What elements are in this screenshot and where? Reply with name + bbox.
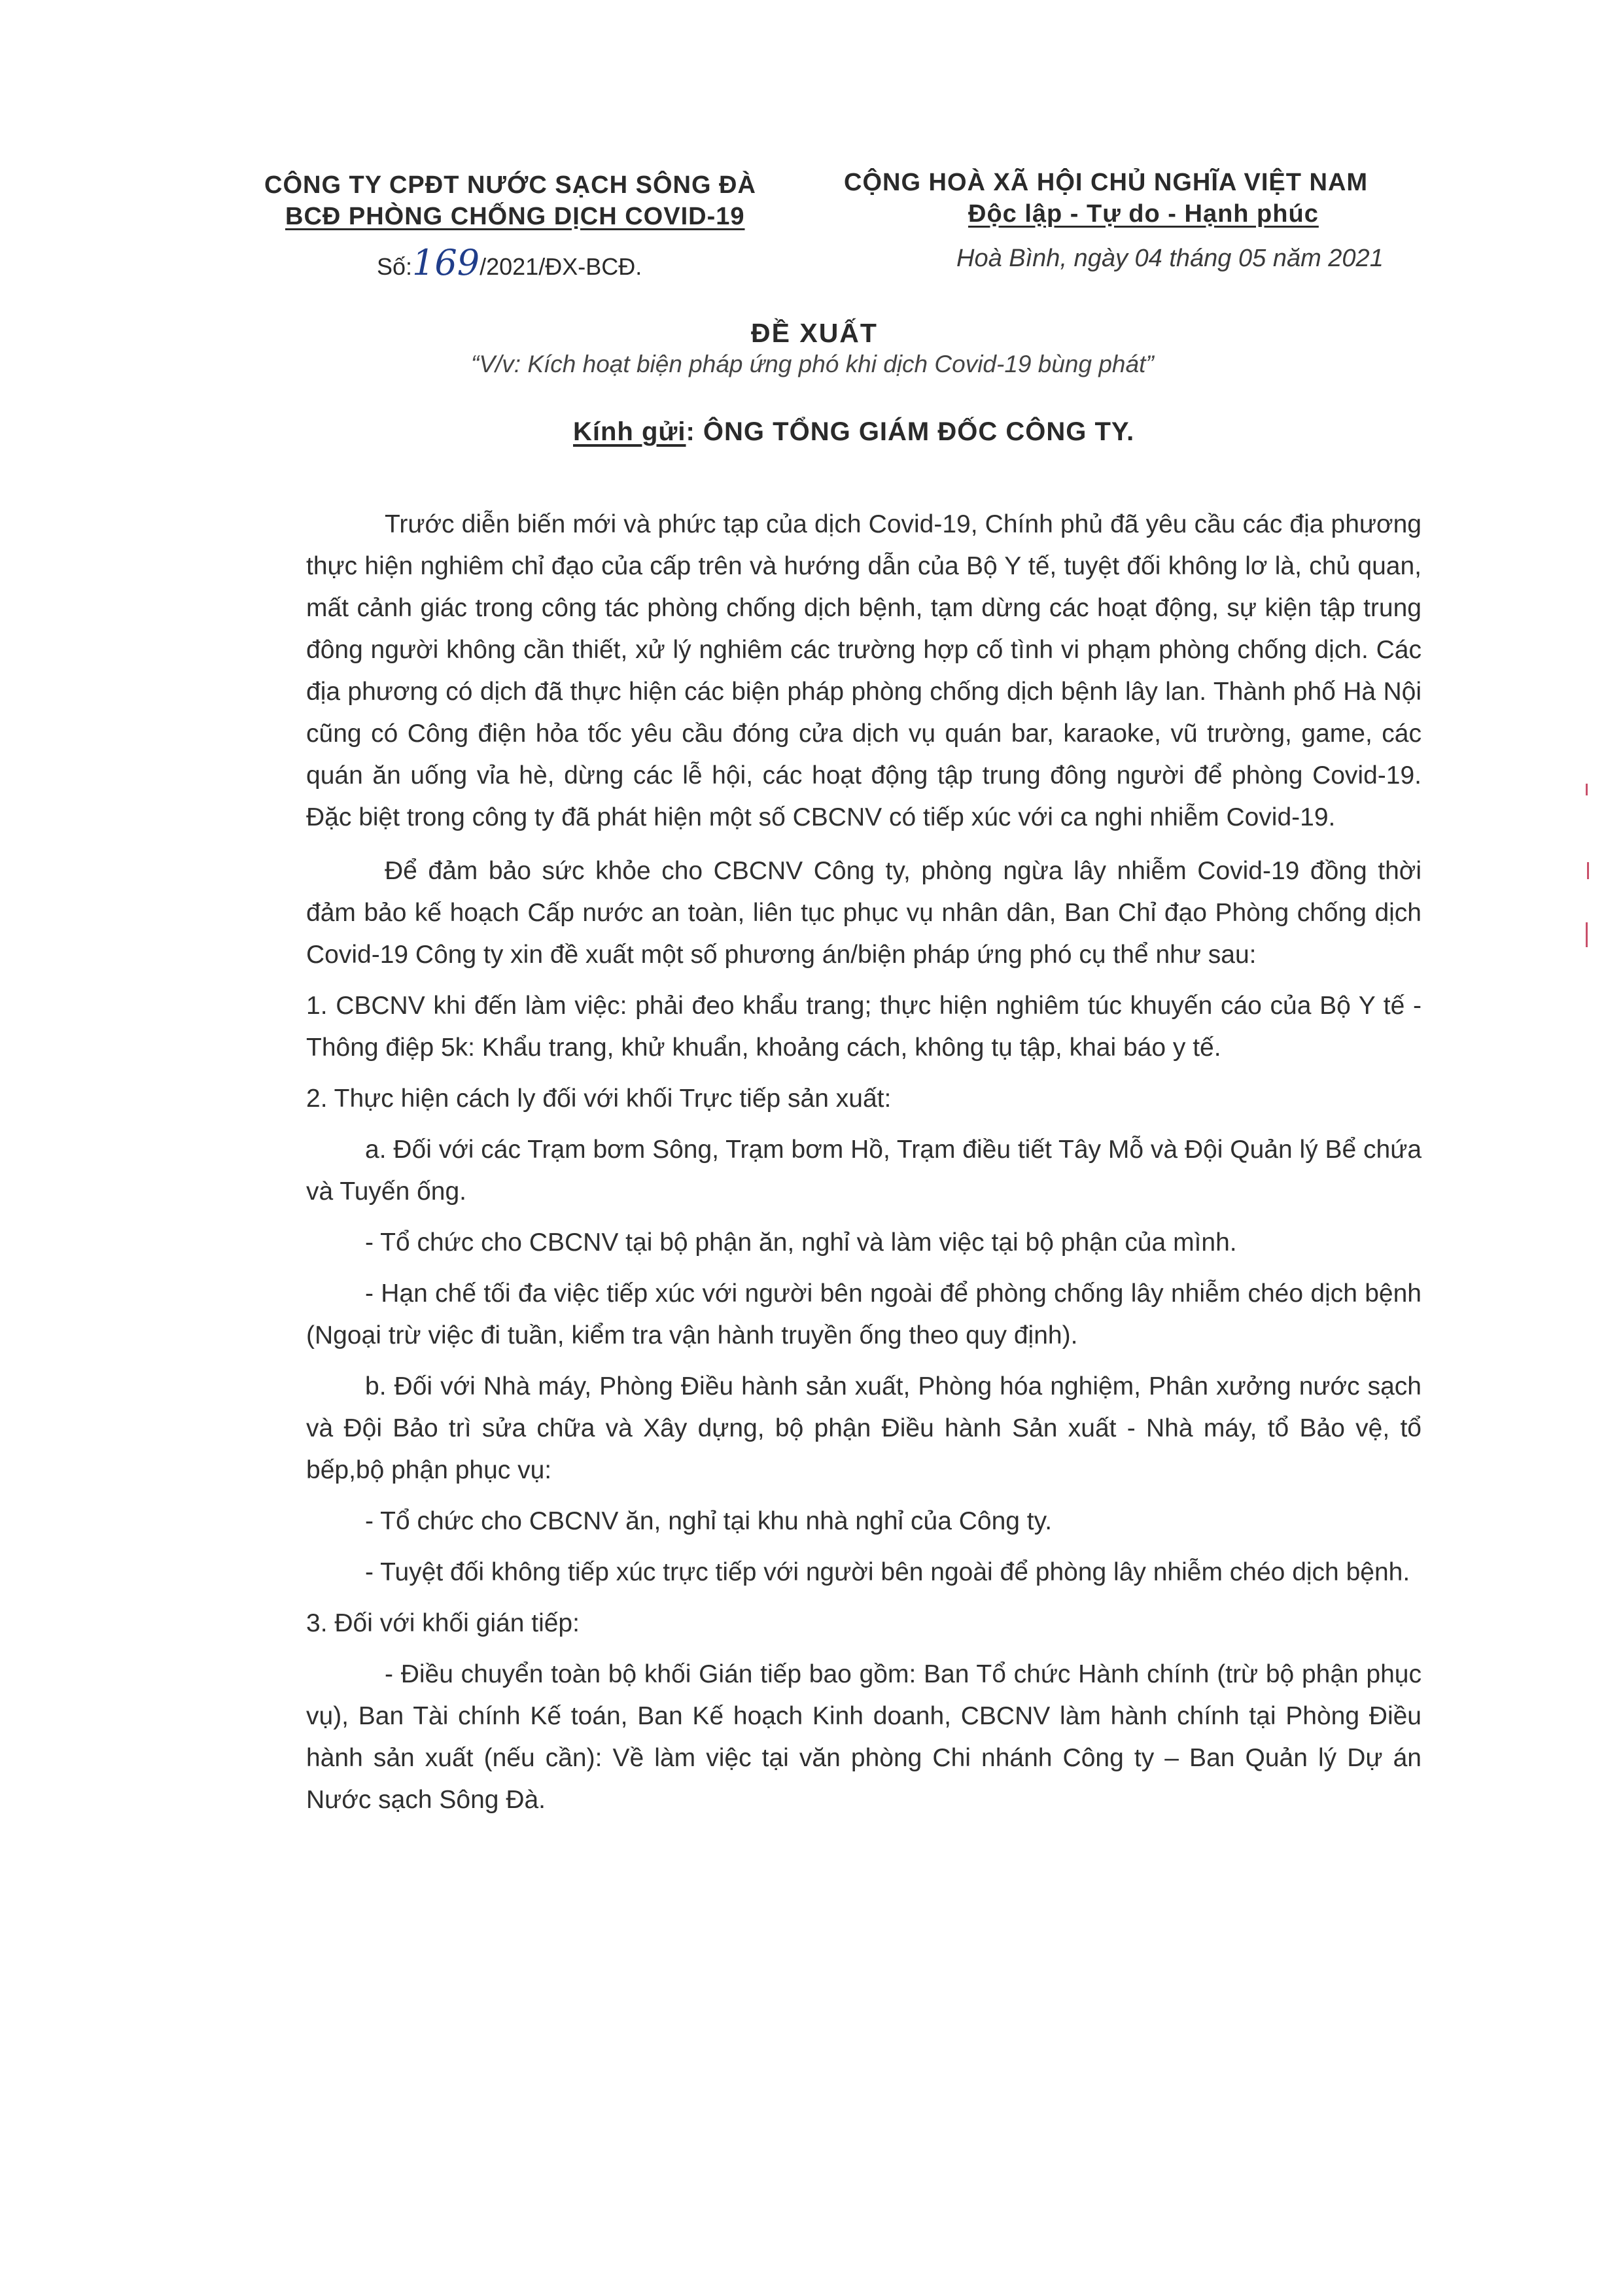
scan-edge-mark	[1587, 862, 1589, 879]
doc-number-handwritten: 169	[412, 242, 480, 283]
document-title: ĐỀ XUẤT	[751, 318, 878, 348]
item-2a-bullet-1: - Tổ chức cho CBCNV tại bộ phận ăn, nghỉ và làm việc tại bộ phận của mình.	[365, 1228, 1237, 1257]
recipient-label: Kính gửi	[573, 417, 686, 446]
national-motto: Độc lập - Tự do - Hạnh phúc	[968, 200, 1319, 228]
scan-edge-mark	[1586, 784, 1588, 795]
company-name: CÔNG TY CPĐT NƯỚC SẠCH SÔNG ĐÀ	[264, 171, 756, 199]
national-title: CỘNG HOÀ XÃ HỘI CHỦ NGHĨA VIỆT NAM	[844, 169, 1369, 196]
recipient-line	[573, 417, 1134, 447]
paragraph-intro: Trước diễn biến mới và phức tạp của dịch Covid-19, Chính phủ đã yêu cầu các địa phương thực hiện nghiêm chỉ đạo của cấp trên và hướng dẫn của Bộ Y tế, tuyệt đối không lơ là, chủ quan, mất cảnh giác trong công tác phòng chống dịch bệnh, tạm dừng các hoạt động, sự kiện tập trung đông người không cần thiết, xử lý nghiêm các trường hợp cố tình vi phạm phòng chống dịch. Các địa phương có dịch đã thực hiện các biện pháp phòng chống dịch bệnh lây lan. Thành phố Hà Nội cũng có Công điện hỏa tốc yêu cầu đóng cửa dịch vụ quán bar, karaoke, vũ trường, game, các quán ăn uống vỉa hè, dừng các lễ hội, các hoạt động tập trung đông người để phòng Covid-19. Đặc biệt trong công ty đã phát hiện một số CBCNV có tiếp xúc với ca nghi nhiễm Covid-19.	[306, 510, 1422, 831]
committee-name: BCĐ PHÒNG CHỐNG DỊCH COVID-19	[285, 203, 745, 230]
paragraph-proposal: Để đảm bảo sức khỏe cho CBCNV Công ty, phòng ngừa lây nhiễm Covid-19 đồng thời đảm bảo kế hoạch Cấp nước an toàn, liên tục phục vụ nhân dân, Ban Chỉ đạo Phòng chống dịch Covid-19 Công ty xin đề xuất một số phương án/biện pháp ứng phó cụ thể như sau:	[306, 857, 1422, 969]
item-3: 3. Đối với khối gián tiếp:	[306, 1609, 580, 1637]
document-body	[306, 504, 1422, 1821]
recipient-text: : ÔNG TỔNG GIÁM ĐỐC CÔNG TY.	[686, 417, 1135, 446]
item-2: 2. Thực hiện cách ly đối với khối Trực tiếp sản xuất:	[306, 1085, 892, 1113]
item-1: 1. CBCNV khi đến làm việc: phải đeo khẩu trang; thực hiện nghiêm túc khuyến cáo của Bộ Y tế - Thông điệp 5k: Khẩu trang, khử khuẩn, khoảng cách, không tụ tập, khai báo y tế.	[306, 992, 1422, 1062]
item-2a: a. Đối với các Trạm bơm Sông, Trạm bơm Hồ, Trạm điều tiết Tây Mỗ và Đội Quản lý Bể chứa và Tuyến ống.	[306, 1136, 1422, 1206]
item-3-bullet-1: - Điều chuyển toàn bộ khối Gián tiếp bao gồm: Ban Tổ chức Hành chính (trừ bộ phận phục vụ), Ban Tài chính Kế toán, Ban Kế hoạch Kinh doanh, CBCNV làm hành chính tại Phòng Điều hành sản xuất (nếu cần): Về làm việc tại văn phòng Chi nhánh Công ty – Ban Quản lý Dự án Nước sạch Sông Đà.	[306, 1660, 1422, 1814]
item-2a-bullet-2: - Hạn chế tối đa việc tiếp xúc với người bên ngoài để phòng chống lây nhiễm chéo dịch bệnh (Ngoại trừ việc đi tuần, kiểm tra vận hành truyền ống theo quy định).	[306, 1279, 1422, 1349]
item-2b-bullet-2: - Tuyệt đối không tiếp xúc trực tiếp với người bên ngoài để phòng lây nhiễm chéo dịch bệnh.	[365, 1558, 1410, 1586]
doc-number-prefix: Số:	[377, 253, 413, 280]
item-2b: b. Đối với Nhà máy, Phòng Điều hành sản xuất, Phòng hóa nghiệm, Phân xưởng nước sạch và Đội Bảo trì sửa chữa và Xây dựng, bộ phận Điều hành Sản xuất - Nhà máy, tổ Bảo vệ, tổ bếp,bộ phận phục vụ:	[306, 1372, 1422, 1484]
item-2b-bullet-1: - Tổ chức cho CBCNV ăn, nghỉ tại khu nhà nghỉ của Công ty.	[365, 1507, 1053, 1535]
issue-date: Hoà Bình, ngày 04 tháng 05 năm 2021	[956, 245, 1384, 272]
doc-number-suffix: /2021/ĐX-BCĐ.	[480, 253, 642, 280]
scan-edge-mark	[1586, 922, 1588, 947]
document-number	[377, 242, 642, 283]
document-subject: “V/v: Kích hoạt biện pháp ứng phó khi dịch Covid-19 bùng phát”	[471, 351, 1154, 377]
